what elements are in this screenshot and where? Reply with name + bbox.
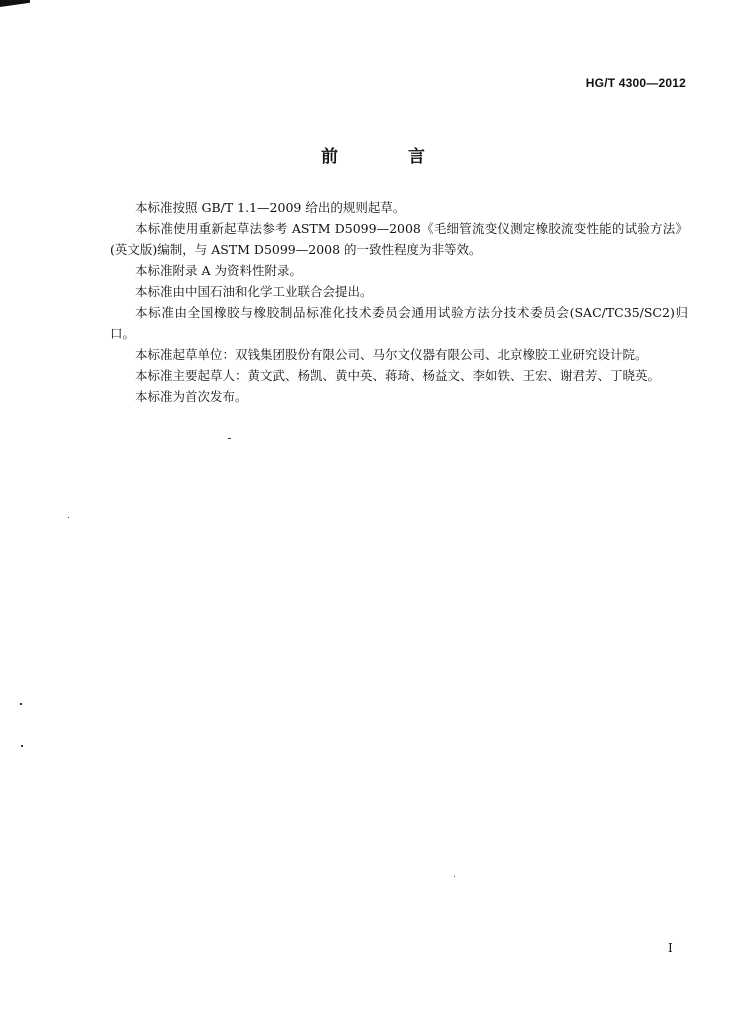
scan-speck bbox=[454, 876, 455, 877]
page-number: I bbox=[668, 941, 673, 955]
paragraph-drafting-rules: 本标准按照 GB/T 1.1—2009 给出的规则起草。 bbox=[135, 200, 406, 215]
paragraph-managed-by: 本标准由全国橡胶与橡胶制品标准化技术委员会通用试验方法分技术委员会(SAC/TC35/SC2)归口。 bbox=[110, 305, 688, 341]
foreword-body bbox=[110, 197, 688, 407]
scan-corner-mark bbox=[0, 0, 30, 7]
document-code: HG/T 4300—2012 bbox=[585, 76, 686, 90]
page-title: 前 言 bbox=[321, 147, 457, 167]
paragraph-first-release: 本标准为首次发布。 bbox=[135, 389, 248, 404]
paragraph-drafting-units: 本标准起草单位：双钱集团股份有限公司、马尔文仪器有限公司、北京橡胶工业研究设计院。 bbox=[135, 347, 648, 362]
scan-speck bbox=[68, 517, 69, 518]
scan-speck bbox=[21, 745, 23, 747]
scan-speck bbox=[228, 438, 231, 439]
scan-speck bbox=[20, 703, 22, 705]
paragraph-drafters: 本标准主要起草人：黄文武、杨凯、黄中英、蒋琦、杨益文、李如铁、王宏、谢君芳、丁晓英。 bbox=[135, 368, 661, 383]
paragraph-reference-standard: 本标准使用重新起草法参考 ASTM D5099—2008《毛细管流变仪测定橡胶流变性能的试验方法》(英文版)编制，与 ASTM D5099—2008 的一致性程度为非等效。 bbox=[110, 221, 688, 257]
paragraph-proposed-by: 本标准由中国石油和化学工业联合会提出。 bbox=[135, 284, 373, 299]
paragraph-appendix: 本标准附录 A 为资料性附录。 bbox=[135, 263, 302, 278]
